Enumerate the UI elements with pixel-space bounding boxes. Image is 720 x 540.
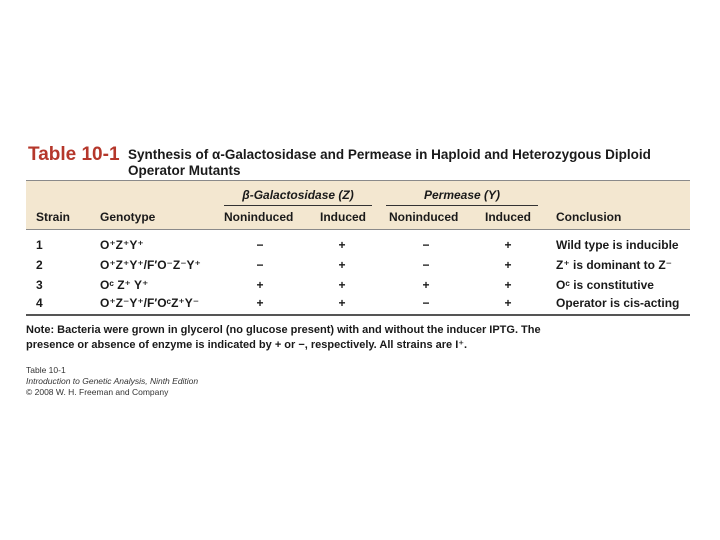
- table-note: Note: Bacteria were grown in glycerol (no glucose present) with and without the inducer IPTG. The presence or absence of enzyme is indicated by + or −, respectively. All strains are I⁺.: [26, 324, 541, 351]
- cell-genotype: O⁺Z⁻Y⁺/F′OᶜZ⁺Y⁻: [100, 296, 200, 310]
- group-head-permease: Permease (Y): [423, 188, 501, 202]
- table-body: [26, 230, 690, 314]
- table-caption: Synthesis of α-Galactosidase and Permease in Haploid and Heterozygous Diploid Operator Mutants: [128, 147, 651, 178]
- credit-block: [26, 365, 198, 398]
- cell-conclusion: Oᶜ is constitutive: [556, 278, 654, 292]
- col-head-y-induced: Induced: [485, 210, 532, 224]
- bottom-rule: [26, 314, 690, 316]
- cell-genotype: Oᶜ Z⁺ Y⁺: [100, 278, 149, 292]
- cell-y-induced: +: [504, 278, 512, 292]
- cell-z-induced: +: [338, 296, 346, 310]
- cell-y-noninduced: −: [422, 238, 430, 252]
- cell-z-induced: +: [338, 238, 346, 252]
- cell-y-noninduced: −: [422, 296, 430, 310]
- cell-genotype: O⁺Z⁺Y⁺/F′O⁻Z⁻Y⁺: [100, 258, 201, 272]
- cell-strain: 2: [36, 258, 43, 272]
- cell-y-noninduced: −: [422, 258, 430, 272]
- cell-z-induced: +: [338, 278, 346, 292]
- group-line-permease: [386, 205, 538, 206]
- cell-y-induced: +: [504, 258, 512, 272]
- cell-z-noninduced: −: [256, 238, 264, 252]
- credit-book-title: Introduction to Genetic Analysis, Ninth Edition: [26, 376, 199, 386]
- data-table: [26, 140, 690, 316]
- credit-copyright: © 2008 W. H. Freeman and Company: [26, 387, 169, 397]
- col-head-z-induced: Induced: [320, 210, 367, 224]
- col-head-strain: Strain: [36, 210, 71, 224]
- group-head-galactosidase: β-Galactosidase (Z): [242, 188, 354, 202]
- col-head-conclusion: Conclusion: [556, 210, 622, 224]
- col-head-y-noninduced: Noninduced: [389, 210, 459, 224]
- table-title-row: [26, 140, 690, 180]
- cell-y-noninduced: +: [422, 278, 430, 292]
- col-head-z-noninduced: Noninduced: [224, 210, 294, 224]
- cell-conclusion: Operator is cis-acting: [556, 296, 680, 310]
- cell-y-induced: +: [504, 296, 512, 310]
- cell-y-induced: +: [504, 238, 512, 252]
- cell-z-noninduced: +: [256, 296, 264, 310]
- cell-z-induced: +: [338, 258, 346, 272]
- cell-conclusion: Wild type is inducible: [556, 238, 679, 252]
- group-line-galactosidase: [224, 205, 372, 206]
- table-label: Table 10-1: [28, 144, 120, 165]
- table-header: [26, 181, 690, 229]
- cell-conclusion: Z⁺ is dominant to Z⁻: [556, 258, 672, 272]
- cell-genotype: O⁺Z⁺Y⁺: [100, 238, 144, 252]
- cell-strain: 3: [36, 278, 43, 292]
- cell-strain: 4: [36, 296, 43, 310]
- cell-z-noninduced: −: [256, 258, 264, 272]
- col-head-genotype: Genotype: [100, 210, 156, 224]
- cell-z-noninduced: +: [256, 278, 264, 292]
- cell-strain: 1: [36, 238, 43, 252]
- credit-table-label: Table 10-1: [26, 365, 66, 375]
